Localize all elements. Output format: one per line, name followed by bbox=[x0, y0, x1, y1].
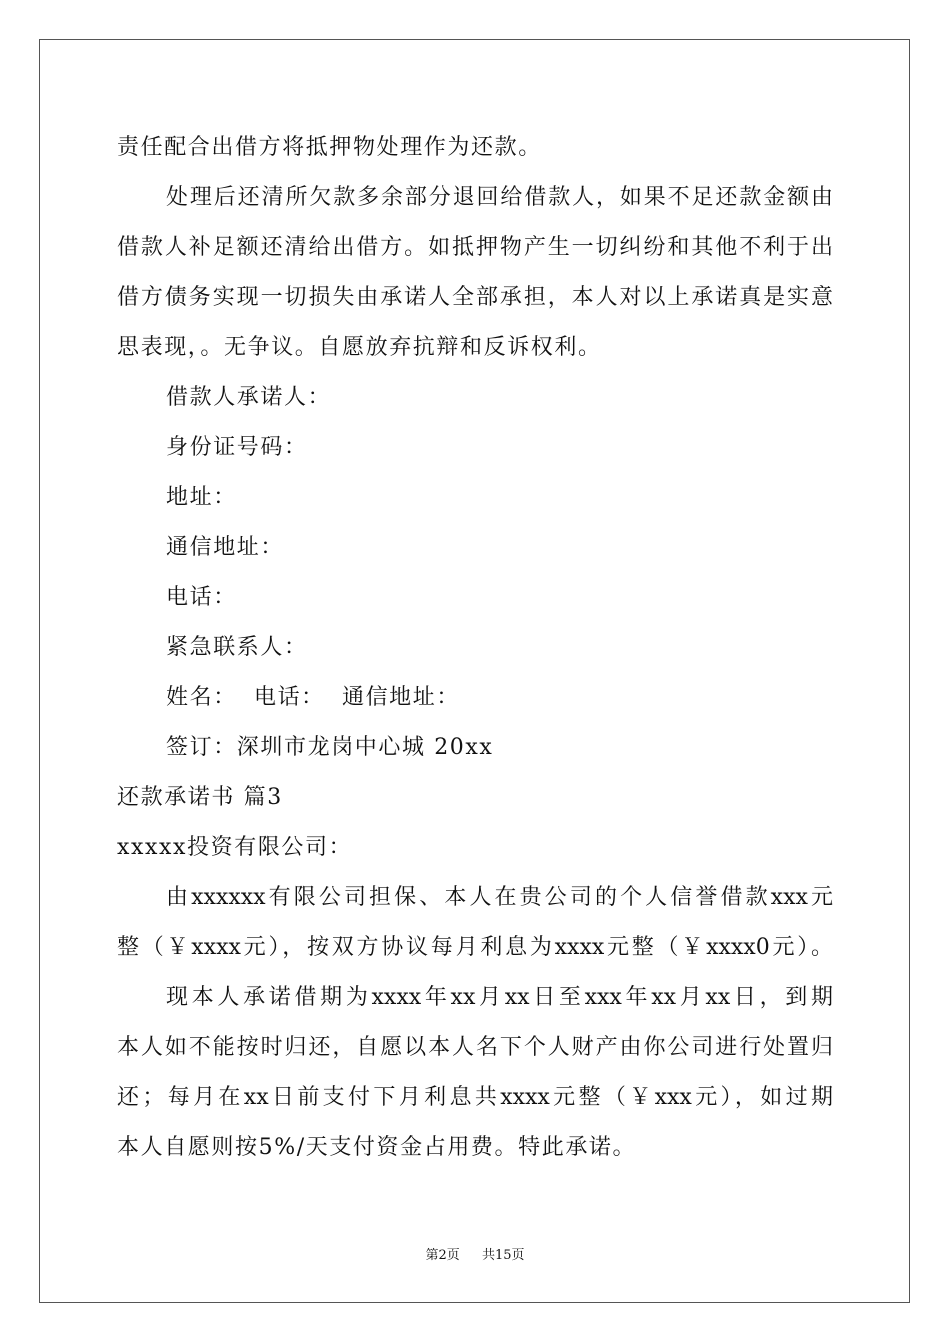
form-field-label: 借款人承诺人： bbox=[166, 385, 332, 410]
paragraph-line: 借方债务实现一切损失由承诺人全部承担，本人对以上承诺真是实意 bbox=[117, 285, 833, 310]
addressee: xxxxx投资有限公司： bbox=[117, 835, 353, 860]
paragraph-line: 思表现，。无争议。自愿放弃抗辩和反诉权利。 bbox=[117, 335, 602, 360]
form-field-label: 通信地址： bbox=[166, 535, 285, 560]
form-field-label: 电话： bbox=[166, 585, 237, 610]
page-total: 共15页 bbox=[482, 1248, 525, 1263]
paragraph-line: 由xxxxxx有限公司担保、本人在贵公司的个人信誉借款xxx元 bbox=[166, 885, 833, 910]
paragraph-line: 借款人补足额还清给出借方。如抵押物产生一切纠纷和其他不利于出 bbox=[117, 235, 833, 260]
paragraph-line: 整（￥xxxx元），按双方协议每月利息为xxxx元整（￥xxxx0元）。 bbox=[117, 935, 833, 960]
paragraph-line: 责任配合出借方将抵押物处理作为还款。 bbox=[117, 135, 542, 160]
paragraph-line: 本人自愿则按5%/天支付资金占用费。特此承诺。 bbox=[117, 1135, 637, 1160]
form-field-label: 姓名： 电话： 通信地址： bbox=[166, 685, 460, 710]
page-number: 第2页 bbox=[425, 1248, 460, 1263]
signing-location: 签订：深圳市龙岗中心城 20xx bbox=[166, 735, 494, 760]
paragraph-line: 还；每月在xx日前支付下月利息共xxxx元整（￥xxx元），如过期 bbox=[117, 1085, 833, 1110]
form-field-label: 紧急联系人： bbox=[166, 635, 308, 660]
page-footer bbox=[0, 1247, 950, 1265]
paragraph-line: 本人如不能按时归还，自愿以本人名下个人财产由你公司进行处置归 bbox=[117, 1035, 833, 1060]
paragraph-line: 处理后还清所欠款多余部分退回给借款人，如果不足还款金额由 bbox=[166, 185, 833, 210]
section-heading: 还款承诺书 篇3 bbox=[117, 785, 283, 810]
form-field-label: 地址： bbox=[166, 485, 237, 510]
form-field-label: 身份证号码： bbox=[166, 435, 308, 460]
page-border bbox=[39, 39, 910, 1303]
paragraph-line: 现本人承诺借期为xxxx年xx月xx日至xxx年xx月xx日，到期 bbox=[166, 985, 833, 1010]
